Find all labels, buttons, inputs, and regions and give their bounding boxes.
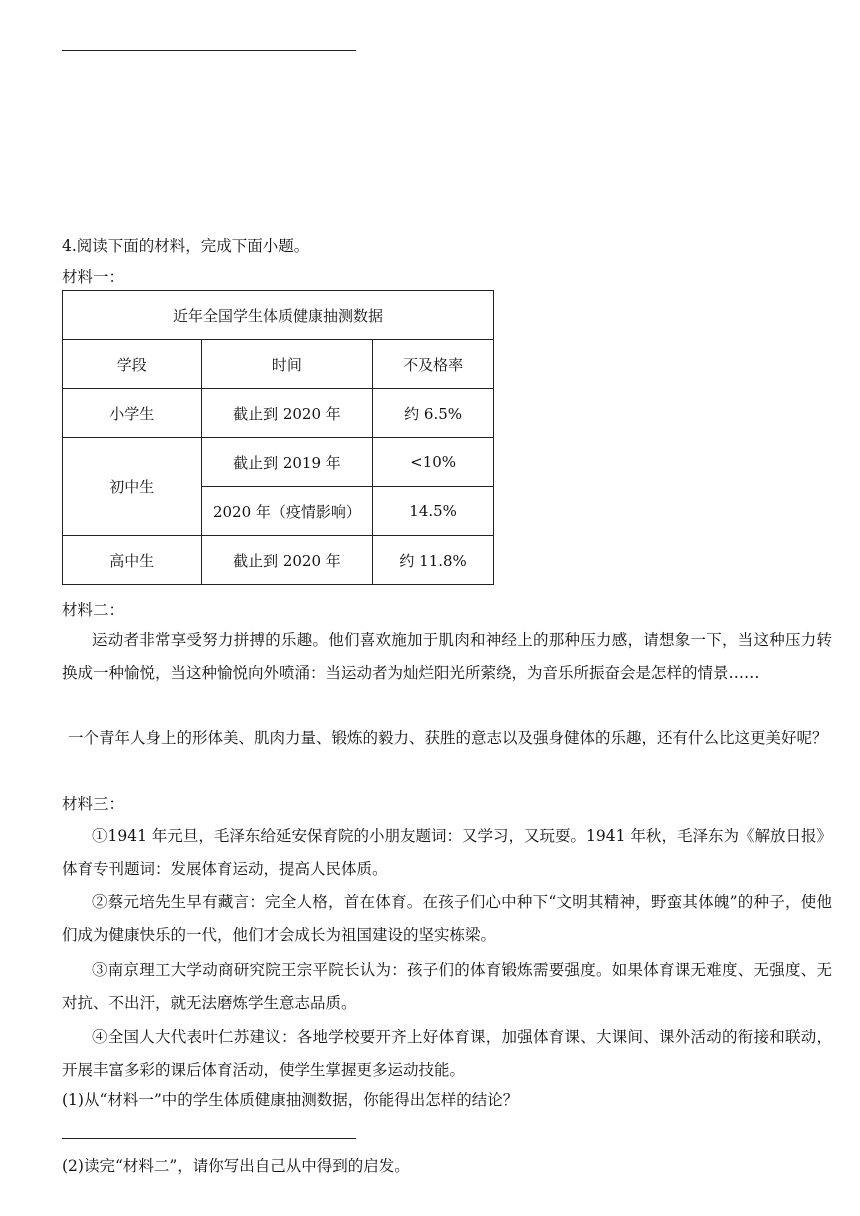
table-cell-rate: 约 6.5% xyxy=(373,389,494,438)
table-row xyxy=(63,536,494,585)
table-cell-rate: <10% xyxy=(373,438,494,487)
table-row xyxy=(63,389,494,438)
answer-line-top xyxy=(62,50,356,51)
question-title: 4.阅读下面的材料，完成下面小题。 xyxy=(62,237,310,255)
material3-item-4: ④全国人大代表叶仁苏建议：各地学校要开齐上好体育课，加强体育课、大课间、课外活动的衔接和联动，开展丰富多彩的课后体育活动，使学生掌握更多运动技能。 xyxy=(62,1028,832,1079)
table-cell-rate: 14.5% xyxy=(373,487,494,536)
answer-line-q1[interactable] xyxy=(62,1138,356,1139)
table-cell-time: 截止到 2019 年 xyxy=(201,438,373,487)
table-header-rate: 不及格率 xyxy=(373,340,494,389)
table-header-time: 时间 xyxy=(201,340,373,389)
table-cell-stage: 小学生 xyxy=(63,389,202,438)
table-cell-time: 截止到 2020 年 xyxy=(201,536,373,585)
material3-item-1: ①1941 年元旦，毛泽东给延安保育院的小朋友题词：又学习，又玩耍。1941 年秋，毛泽东为《解放日报》体育专刊题词：发展体育运动，提高人民体质。 xyxy=(62,827,832,878)
table-cell-stage: 高中生 xyxy=(63,536,202,585)
material2-paragraph-1: 运动者非常享受努力拼搏的乐趣。他们喜欢施加于肌肉和神经上的那种压力感，请想象一下，当这种压力转换成一种愉悦，当这种愉悦向外喷涌：当运动者为灿烂阳光所萦绕，为音乐所振奋会是怎样的情景…… xyxy=(62,631,832,682)
material2-paragraph-2: 一个青年人身上的形体美、肌肉力量、锻炼的毅力、获胜的意志以及强身健体的乐趣，还有什么比这更美好呢？ xyxy=(68,729,828,747)
sub-question-1: (1)从“材料一”中的学生体质健康抽测数据，你能得出怎样的结论？ xyxy=(62,1091,519,1109)
material2-label: 材料二： xyxy=(62,601,125,619)
table-header-stage: 学段 xyxy=(63,340,202,389)
material3-label: 材料三： xyxy=(62,795,125,813)
table-header-row xyxy=(63,340,494,389)
table-title: 近年全国学生体质健康抽测数据 xyxy=(63,291,494,340)
sub-question-2: (2)读完“材料二”，请你写出自己从中得到的启发。 xyxy=(62,1157,410,1175)
table-cell-stage: 初中生 xyxy=(63,438,202,536)
material3-item-3: ③南京理工大学动商研究院王宗平院长认为：孩子们的体育锻炼需要强度。如果体育课无难度、无强度、无对抗、不出汗，就无法磨炼学生意志品质。 xyxy=(62,961,832,1012)
table-cell-time: 2020 年（疫情影响） xyxy=(201,487,373,536)
material1-label: 材料一： xyxy=(62,268,125,286)
health-data-table xyxy=(62,290,494,585)
material3-item-2: ②蔡元培先生早有藏言：完全人格，首在体育。在孩子们心中种下“文明其精神，野蛮其体魄”的种子，使他们成为健康快乐的一代，他们才会成长为祖国建设的坚实栋梁。 xyxy=(62,893,832,944)
table-cell-rate: 约 11.8% xyxy=(373,536,494,585)
table-row xyxy=(63,438,494,487)
table-cell-time: 截止到 2020 年 xyxy=(201,389,373,438)
